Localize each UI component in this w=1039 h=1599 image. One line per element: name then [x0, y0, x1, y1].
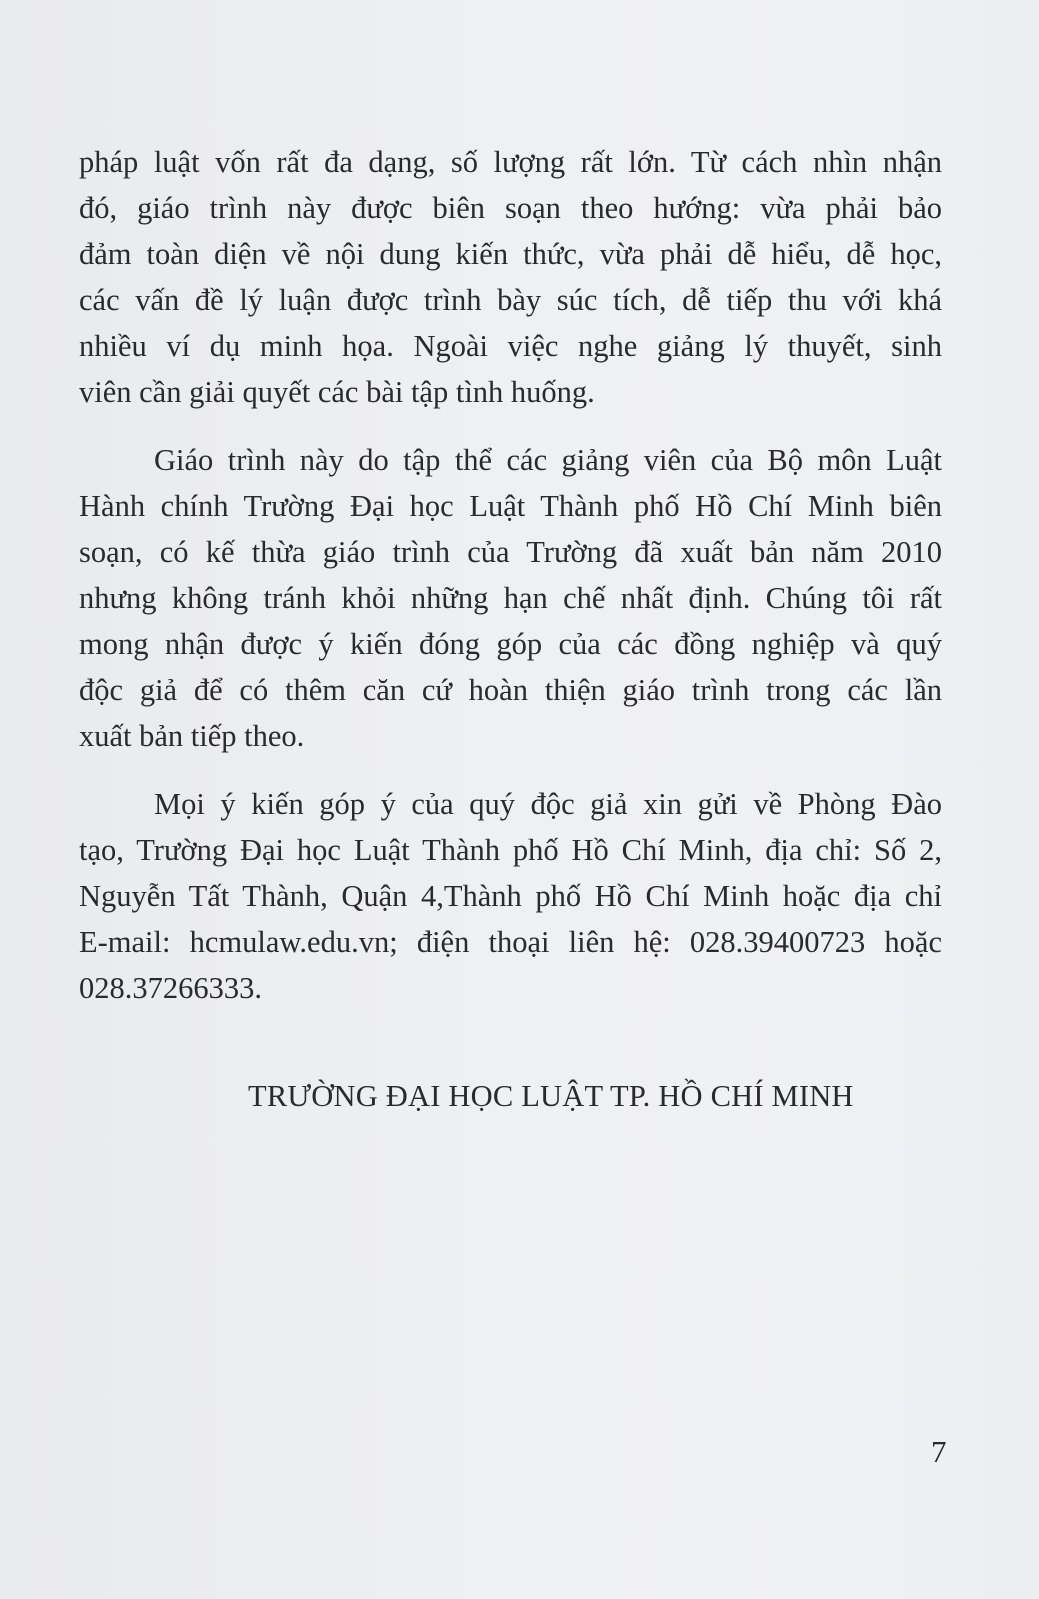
text-line: đó, giáo trình này được biên soạn theo hướng: vừa phải bảo [79, 191, 942, 225]
text-line: mong nhận được ý kiến đóng góp của các đồng nghiệp và quý [79, 627, 942, 661]
page-number: 7 [931, 1434, 947, 1469]
text-line: Hành chính Trường Đại học Luật Thành phố Hồ Chí Minh biên [79, 489, 942, 523]
paragraph-1 [79, 139, 942, 415]
text-line: xuất bản tiếp theo. [79, 719, 305, 753]
text-line: E-mail: hcmulaw.edu.vn; điện thoại liên hệ: 028.39400723 hoặc [79, 925, 942, 959]
text-line: soạn, có kế thừa giáo trình của Trường đã xuất bản năm 2010 [79, 535, 942, 569]
text-line: Giáo trình này do tập thể các giảng viên của Bộ môn Luật [154, 443, 942, 477]
text-line: độc giả để có thêm căn cứ hoàn thiện giáo trình trong các lần [79, 673, 942, 707]
paragraph-3 [79, 781, 942, 1011]
page-body [79, 139, 942, 1011]
text-line: Nguyễn Tất Thành, Quận 4,Thành phố Hồ Chí Minh hoặc địa chỉ [79, 879, 942, 913]
text-line: nhưng không tránh khỏi những hạn chế nhất định. Chúng tôi rất [79, 581, 942, 615]
text-line: tạo, Trường Đại học Luật Thành phố Hồ Chí Minh, địa chỉ: Số 2, [79, 833, 942, 867]
text-line: đảm toàn diện về nội dung kiến thức, vừa phải dễ hiểu, dễ học, [79, 237, 942, 271]
text-line: Mọi ý kiến góp ý của quý độc giả xin gửi về Phòng Đào [154, 787, 942, 821]
text-line: viên cần giải quyết các bài tập tình huống. [79, 375, 595, 409]
paragraph-2 [79, 437, 942, 759]
text-line: pháp luật vốn rất đa dạng, số lượng rất lớn. Từ cách nhìn nhận [79, 145, 942, 179]
institution-signature: TRƯỜNG ĐẠI HỌC LUẬT TP. HỒ CHÍ MINH [248, 1079, 854, 1113]
text-line: 028.37266333. [79, 971, 262, 1005]
text-line: nhiều ví dụ minh họa. Ngoài việc nghe giảng lý thuyết, sinh [79, 329, 942, 363]
text-line: các vấn đề lý luận được trình bày súc tích, dễ tiếp thu với khá [79, 283, 942, 317]
